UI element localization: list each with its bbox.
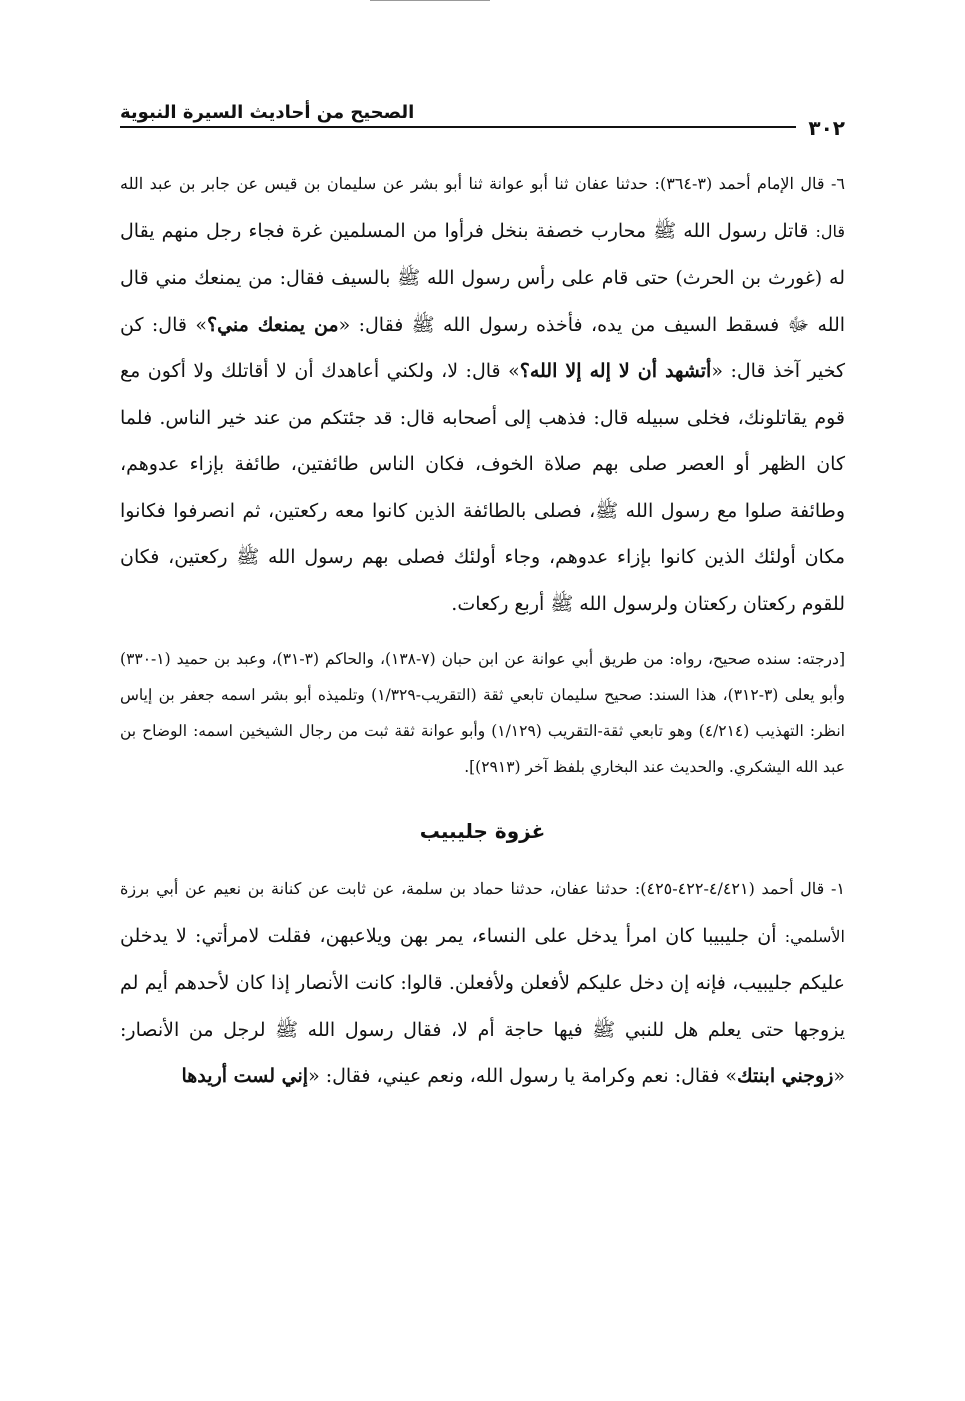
book-title: الصحيح من أحاديث السيرة النبوية — [120, 102, 415, 123]
hadith-1-isnad: ١- قال أحمد (٤/٤٢١-٤٢٢-٤٢٥): حدثنا عفان، حدثنا حماد بن سلمة، عن ثابت عن كنانة بن نعيم عن أبي برزة الأسلمي: — [120, 879, 846, 946]
hadith-1-quote-1: زوجني ابنتك — [737, 1065, 834, 1087]
hadith-6-grading: [درجته: سنده صحيح، رواه: من طريق أبي عوانة عن ابن حبان (٧-١٣٨)، والحاكم (٣-٣١)، وعبد بن حميد (١-٣٣٠) وأبو يعلى (٣-٣١٢)، هذا السند: صحيح سليمان تابعي ثقة (التقريب-١/٣٢٩) وتلميذه أبو بشر اسمه جعفر بن إياس انظر: التهذيب (٤/٢١٤) وهو تابعي ثقة-التقريب (١/١٢٩) وأبو عوانة ثقة ثبت من رجال الشيخين اسمه: الوضاح بن عبد الله اليشكري. والحديث عند البخاري بلفظ آخر (٢٩١٣)]. — [120, 650, 846, 776]
hadith-1-text-1: أن جليبيبا كان امرأ يدخل على النساء، يمر بهن ويلاعبهن، فقلت لامرأتي: لا يدخلن عليكم جليبيب، فإنه إن دخل عليكم لأفعلن ولأفعلن. قالوا: كانت الأنصار إذا كان لأحدهم أيم لم يزوجها حتى يعلم هل للنبي ﷺ فيها حاجة أم لا، فقال رسول الله ﷺ لرجل من الأنصار: « — [120, 924, 845, 1087]
hadith-1-quote-2: إني لست أريدها — [181, 1065, 309, 1087]
hadith-6-text-1: قاتل رسول الله ﷺ محارب خصفة بنخل فرأوا من المسلمين غرة فجاء رجل منهم يقال له (غورث بن الحرث) حتى قام على رأس رسول الله ﷺ بالسيف فقال: من يمنعك مني قال الله ﷻ فسقط السيف من يده، فأخذه رسول الله ﷺ فقال: « — [120, 219, 846, 336]
hadith-1 — [120, 865, 845, 1100]
top-rule — [370, 0, 490, 1]
section-title: غزوة جليبيب — [419, 819, 546, 843]
hadith-6 — [120, 160, 845, 627]
hadith-6-quote-1: من يمنعك مني؟ — [207, 313, 339, 336]
page-header — [120, 90, 845, 140]
hadith-6-text-2: » قال: كن كخير آخذ قال: « — [120, 313, 846, 382]
page-content — [120, 160, 845, 1100]
hadith-6-isnad: ٦- قال الإمام أحمد (٣-٣٦٤): حدثنا عفان ثنا أبو عوانة ثنا أبو بشر عن سليمان بن قيس عن جابر بن عبد الله قال: — [120, 174, 845, 241]
hadith-6-text-3: » قال: لا، ولكني أعاهدك أن لا أقاتلك ولا أكون مع قوم يقاتلونك، فخلى سبيله قال: فذهب إلى أصحابه قال: قد جئتكم من عند خير الناس. فلما كان الظهر أو العصر صلى بهم صلاة الخوف، فكان الناس طائفتين، طائفة بإزاء عدوهم، وطائفة صلوا مع رسول الله ﷺ، فصلى بالطائفة الذين كانوا معه ركعتين، ثم انصرفوا فكانوا مكان أولئك الذين كانوا بإزاء عدوهم، وجاء أولئك فصلى بهم رسول الله ﷺ ركعتين، فكان للقوم ركعتان ركعتان ولرسول الله ﷺ أربع ركعات. — [120, 360, 845, 615]
hadith-1-text-2: » فقال: نعم وكرامة يا رسول الله، ونعم عيني، فقال: « — [308, 1065, 738, 1087]
hadith-6-quote-2: أتشهد أن لا إله إلا الله؟ — [519, 360, 712, 382]
page-number: ٣٠٢ — [796, 116, 845, 140]
